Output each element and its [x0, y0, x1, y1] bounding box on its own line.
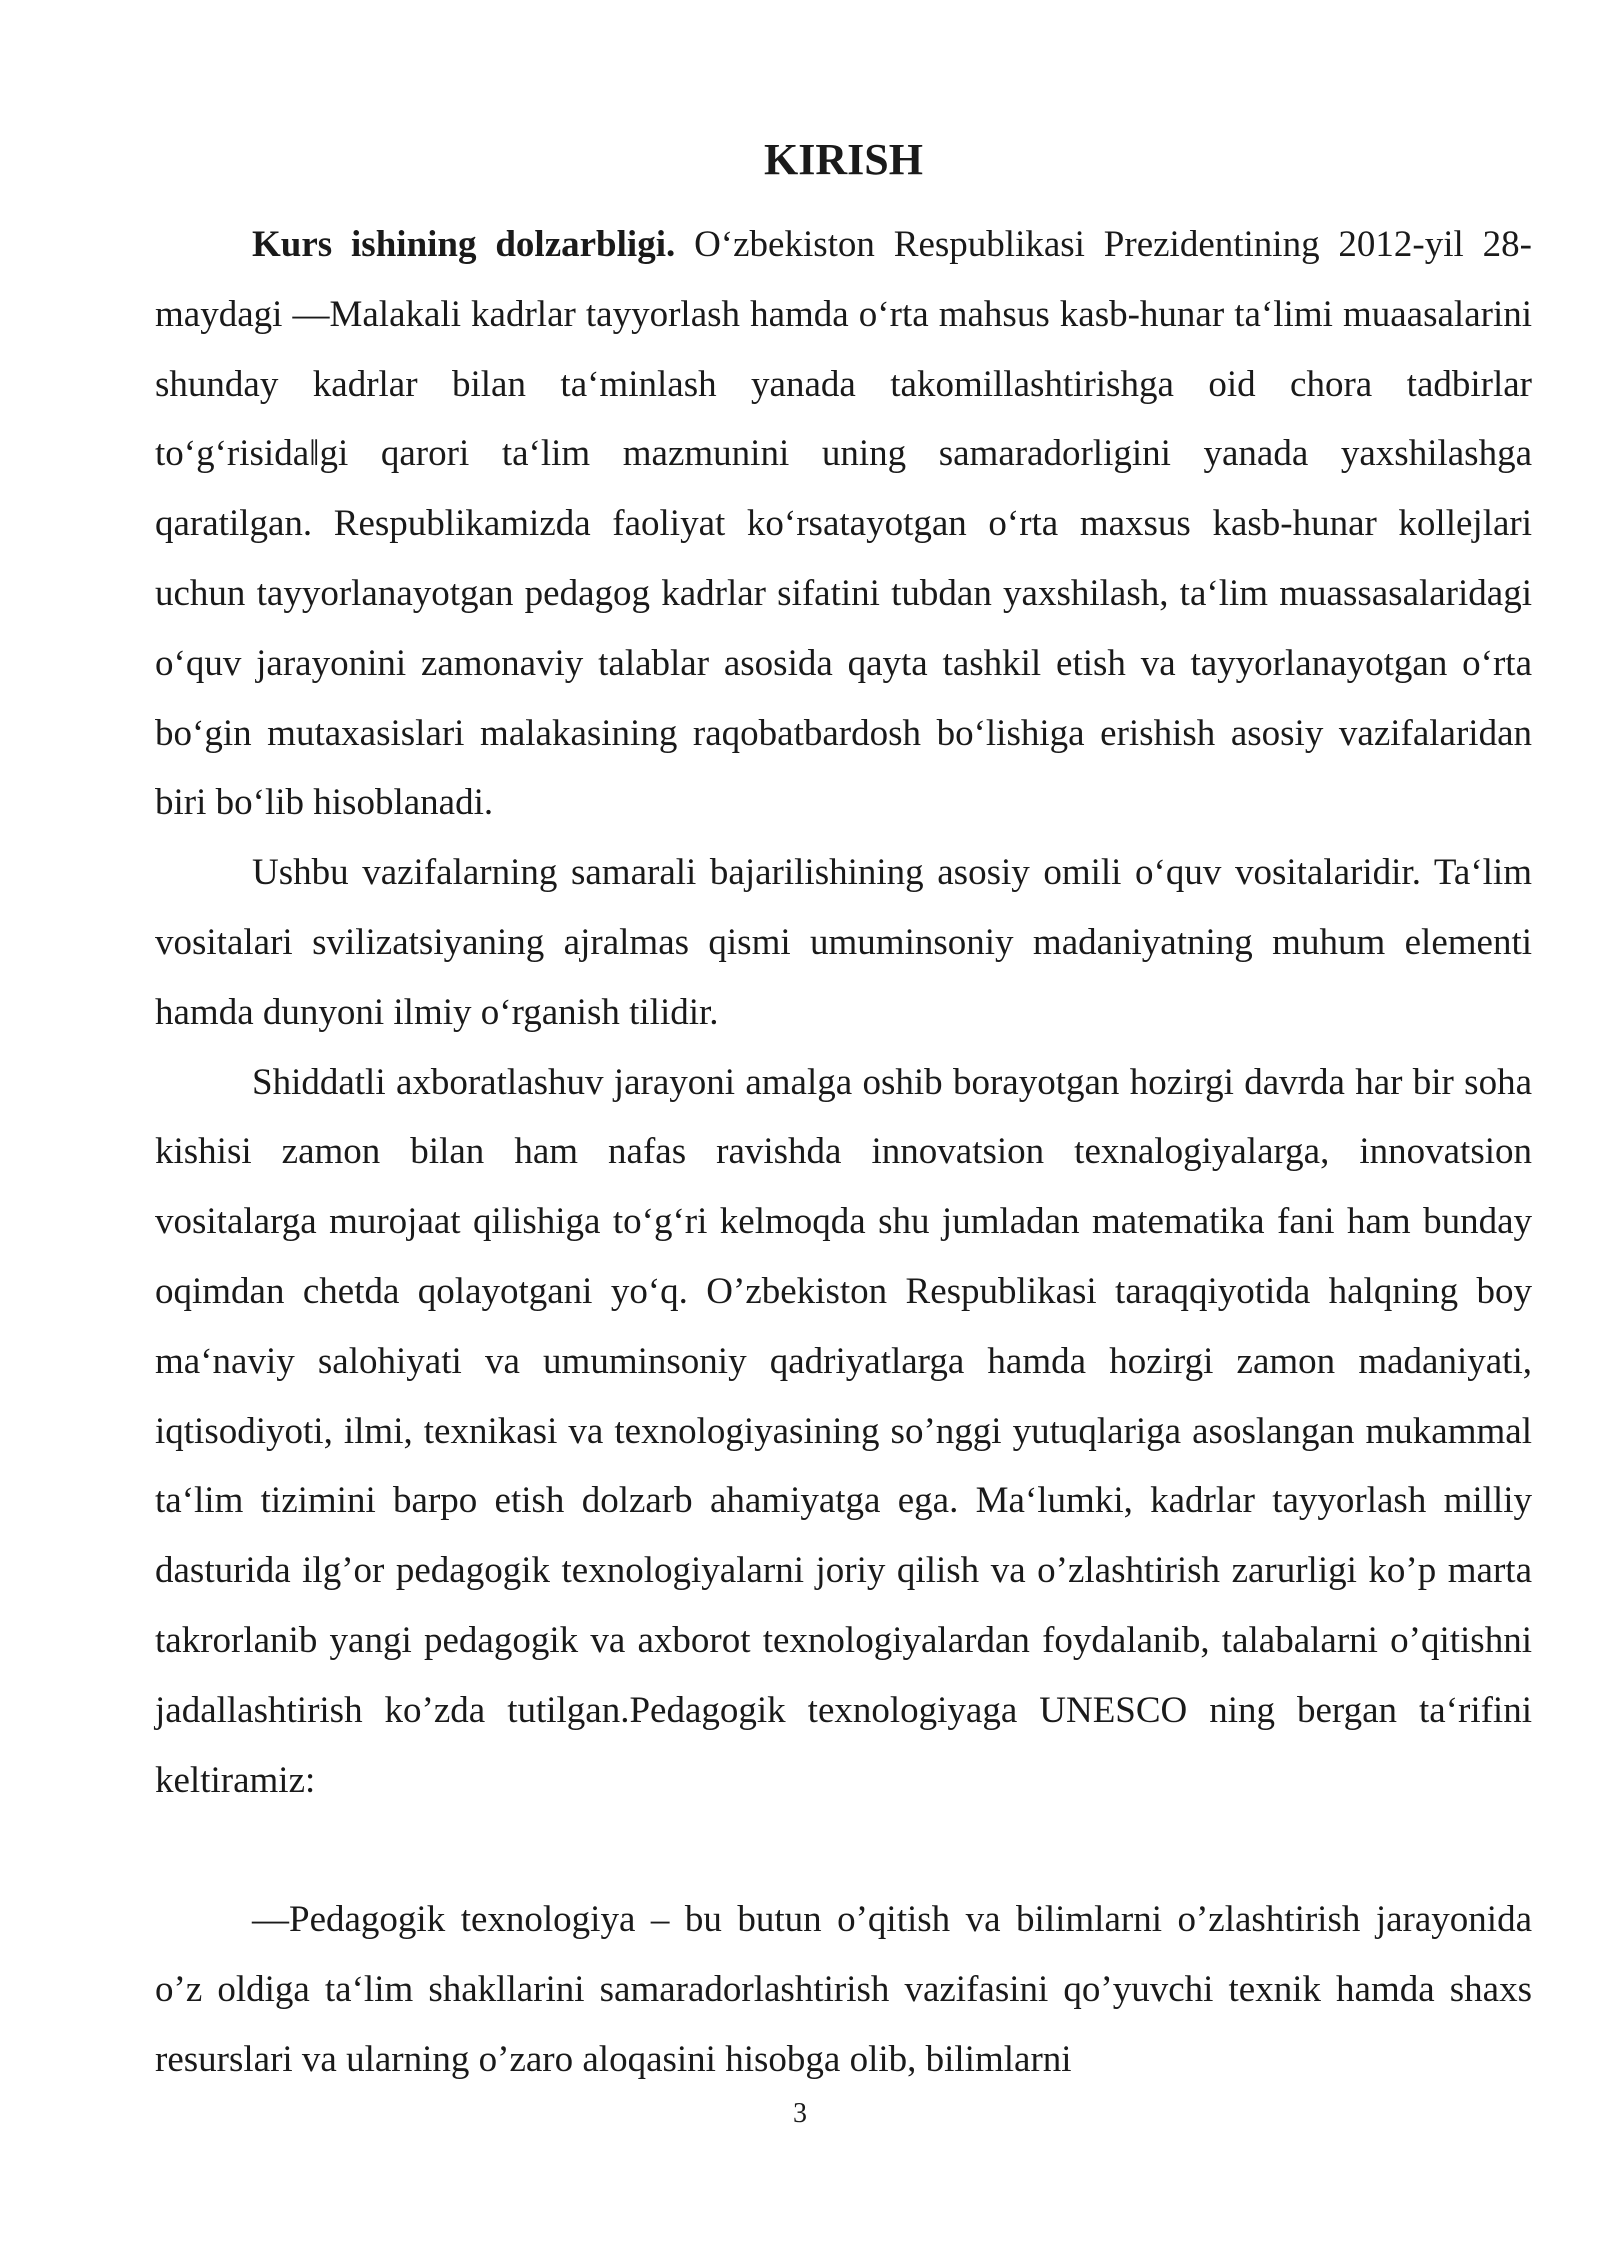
- paragraph-text: Ushbu vazifalarning samarali bajarilishining asosiy omili o‘quv vositalaridir. Ta‘lim vositalari svilizatsiyaning ajralmas qismi umuminsoniy madaniyatning muhum elementi hamda dunyoni ilmiy o‘rganish tilidir.: [155, 852, 1532, 1033]
- paragraph-lead-bold: Kurs ishining dolzarbligi.: [252, 224, 676, 265]
- page-title: KIRISH: [764, 135, 923, 184]
- paragraph-teaching-tools: [155, 838, 1532, 1047]
- paragraph-informatization: [155, 1048, 1532, 1816]
- paragraph-relevance: [155, 210, 1532, 838]
- paragraph-text: ―Pedagogik texnologiya – bu butun o’qitish va bilimlarni o’zlashtirish jarayonida o’z oldiga ta‘lim shakllarini samaradorlashtirish vazifasini qo’yuvchi texnik hamda shaxs resurslari va ularning o’zaro aloqasini hisobga olib, bilimlarni: [155, 1899, 1532, 2080]
- page-number: 3: [793, 2098, 807, 2129]
- page-content: [155, 128, 1532, 2095]
- paragraph-text: O‘zbekiston Respublikasi Prezidentining 2012-yil 28-maydagi ―Malakali kadrlar tayyorlash hamda o‘rta mahsus kasb-hunar ta‘limi muaasalarini shunday kadrlar bilan ta‘minlash yanada takomillashtirishga oid chora tadbirlar to‘g‘risida‖gi qarori ta‘lim mazmunini uning samaradorligini yanada yaxshilashga qaratilgan. Respublikamizda faoliyat ko‘rsatayotgan o‘rta maxsus kasb-hunar kollejlari uchun tayyorlanayotgan pedagog kadrlar sifatini tubdan yaxshilash, ta‘lim muassasalaridagi o‘quv jarayonini zamonaviy talablar asosida qayta tashkil etish va tayyorlanayotgan o‘rta bo‘gin mutaxasislari malakasining raqobatbardosh bo‘lishiga erishish asosiy vazifalaridan biri bo‘lib hisoblanadi.: [155, 224, 1532, 824]
- paragraph-text: Shiddatli axboratlashuv jarayoni amalga oshib borayotgan hozirgi davrda har bir soha kishisi zamon bilan ham nafas ravishda innovatsion texnalogiyalarga, innovatsion vositalarga murojaat qilishiga to‘g‘ri kelmoqda shu jumladan matematika fani ham bunday oqimdan chetda qolayotgani yo‘q. O’zbekiston Respublikasi taraqqiyotida halqning boy ma‘naviy salohiyati va umuminsoniy qadriyatlarga hamda hozirgi zamon madaniyati, iqtisodiyoti, ilmi, texnikasi va texnologiyasining so’nggi yutuqlariga asoslangan mukammal ta‘lim tizimini barpo etish dolzarb ahamiyatga ega. Ma‘lumki, kadrlar tayyorlash milliy dasturida ilg’or pedagogik texnologiyalarni joriy qilish va o’zlashtirish zarurligi ko’p marta takrorlanib yangi pedagogik va axborot texnologiyalardan foydalanib, talabalarni o’qitishni jadallashtirish ko’zda tutilgan.Pedagogik texnologiyaga UNESCO ning bergan ta‘rifini keltiramiz:: [155, 1061, 1532, 1801]
- paragraph-unesco-quote: [155, 1885, 1532, 2094]
- paragraph-gap: [155, 1815, 1532, 1885]
